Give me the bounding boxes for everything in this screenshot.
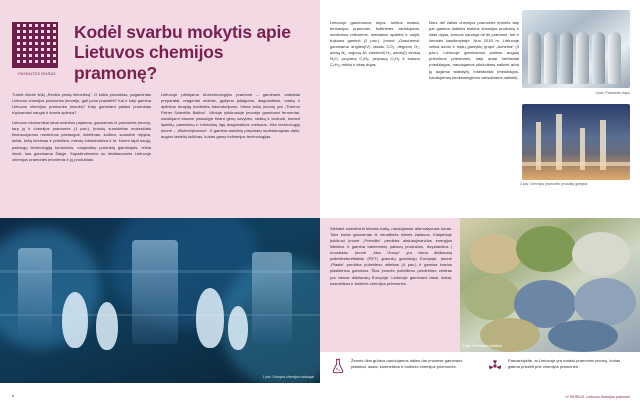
photo-tank bbox=[132, 240, 178, 344]
right-bottom-section bbox=[320, 352, 640, 405]
right-top-section bbox=[320, 0, 640, 218]
right-column-1 bbox=[330, 20, 420, 85]
figure-caption-2: 2 pav. Pramonės dujos bbox=[595, 91, 630, 95]
paragraph: Lietuvoje gaminamos dujos, skirtos maisto, fermacijos pramonei, buitinėms vartotojams, medicinos reikmėms, metalams apdirbti ir valyti, trąšoms gaminti (2 pav.). Įmonė „Gaschema“ gaminama anglies(IV) oksido CO₂, deguonį O₂, azotą N₂, argoną Ar, vandenilį H₂, azoto(I) oksidą N₂O, propaną C₃H₈, propaną C₃H₈ ir butano C₄H₁₀ mišinį ir kitas dujas. bbox=[330, 20, 420, 68]
right-mid-text bbox=[330, 226, 452, 291]
photo-worker bbox=[196, 288, 224, 348]
left-column-2 bbox=[161, 92, 300, 167]
fact-item bbox=[487, 358, 630, 374]
page-title: Kodėl svarbu mokytis apie Lietuvos chemijos pramonę? bbox=[74, 22, 291, 83]
qr-block bbox=[12, 22, 62, 77]
photo-tank bbox=[18, 248, 52, 338]
page-number-left: 6 bbox=[12, 393, 15, 398]
fact-text: Žemės ūkio grūdus naudojamos dalies dar įmonėse gaminami plastikai, dažai, kosmetikos ir buitinės chemijos priemonės. bbox=[351, 358, 463, 369]
paragraph: Turbūt žinote šūkį „Renkis prekę lietuvišką“. O kokis produktas, pagamintas Lietuvos chemijos pramonės įmonėje, gali jums prasidėti? Kai ir kaip gamina Lietuvos chemijos pramonės įmonės? Kaip gaminant paskui produktas rūpinamasi saugia ir švaria aplinka? bbox=[12, 92, 151, 116]
photo-worker bbox=[228, 306, 248, 350]
paragraph: Siekiant sušvelninti klimato kaitą, naudojamas alternatyvusis kuras. Toks kuras gaunamas iš nenaftinės kilmės žaliavos. Klaipėdoje įsikūrusi įmonė „Priestilis“ perdirba atsinaujinančius energijos išteklius ir gamina bahteminių paliavų produktus, išvystančius į nuosėdas. Įmonė „Neo Group“ yra viena didžiausių polietilentereftalato (PET) granulių gamintojų Europoje. Įmonė „Plasta“ perdirba polietileno atliekas (4 pav.) ir gamina tvarius plastikinius gaminius. Šios įmonės polietileno perdirbimo centras yra vienas didžiausių Europoje. Lietuvoje gaminami lakai, dažai, kosmetikos ir buitinės chemijos priemonės. bbox=[330, 226, 452, 286]
right-column-2 bbox=[429, 20, 519, 85]
qr-code-icon[interactable] bbox=[12, 22, 58, 68]
chemical-plant-photo bbox=[522, 104, 630, 180]
figure-caption-1: 1 pav. Gamyba chemijos katalogai bbox=[262, 375, 314, 379]
plastic-pellets-photo bbox=[460, 218, 640, 352]
gas-cylinders-photo bbox=[522, 10, 630, 88]
section-footer: IV SKIRIUS. Lietuvos chemijos pramonė bbox=[565, 395, 630, 399]
paragraph: Lietuvos ekonomikai labai svarbios pajamos, gaunamos iš pramonės įmonių, tarp jų ir chemijos pramonės (1 pav.). Įmonių sumokėtas mokesčiais finansuojamos medicinos paslaugos, švietimas, kultūra, socialinė rūpyba, keliai, kelių tiesimas ir priežiūra, miestų infrastruktūra ir kt. Norint tapti naują, pažangų technologiją kuriančios, naujoviškų produktų gaminojais, reikia žinoti, kas gaminama Šalyje. Supažindinsime su išsidiaunomis Lietuvoje chemijos pramonės įmonėmis ir jų produktais. bbox=[12, 120, 151, 162]
paragraph: Nors dėl žalias chemijos pramonės įmonės taip pat gamina didelius kiekius chemijos produktų ir kitas dujas, kuriuos naudoja ne tik pramonė, bet ir žmonės kasdienybėje. Nuo 2015 m. Lietuvoje veikia azoto ir trąšų gamyklų grupė „Achema“ (3 pav.). Lietuvoje gaminamos įvairios augalų priežiūros priemonės, kaip antai herbicidai (medžiagos, naudojamos piktžolėms naikinti arba jų augimui stabdyti), insekticidai (medžiagos, naudojamos kenksmingiems vabzdžiams naikinti). bbox=[429, 20, 519, 80]
photo-worker bbox=[62, 292, 88, 348]
paragraph: Lietuvoje plėtojama biotechnologijos pramonė – gaminami vaistiniai preparatai, reagentai moksle, gydymo įstaigoms, diagnostikos, vaistų ir aplinkos terapiją kontrolės laboratorijoms. Viena tokių įmonių yra „Thermo Fisher Scientific Baltics“. Vilniuje įsikūrusioje įmonėje gaminami fermentai, naudojami visame pasaulyje tiriant genų savybes, raišką ir izoliuoti, kuriant ląstelių, pavelsimų ir infekcinių ligų diagnostikos metodus. Kita technologijų įmonė – „Biotechpharma“. Ji gamina vaistinių preparatų sudedamąsias dalis, augino lastelių kultūras, kurias gamy indinerijos technologijas. bbox=[161, 92, 300, 140]
qr-caption: PASKAITOS ĮRAŠAS bbox=[18, 72, 56, 76]
fact-list bbox=[330, 358, 630, 374]
photo-tank bbox=[252, 252, 292, 344]
right-body-columns bbox=[330, 20, 520, 85]
hazard-icon bbox=[487, 358, 503, 374]
figure-caption-4: 4 pav. Perdirbami plastikai bbox=[462, 344, 502, 348]
lab-photo bbox=[0, 218, 320, 383]
fact-text: Pasvarstykite, ar Lietuvoje yra maisto pramonės įmonių, kurias galima priskirti prie chemijos pramonės. bbox=[508, 358, 621, 369]
left-column-1 bbox=[12, 92, 151, 167]
photo-worker bbox=[96, 302, 118, 350]
left-body-columns bbox=[12, 92, 308, 167]
figure-caption-3: 3 pav. Chemijos pramonės produktų gamyba bbox=[520, 182, 588, 186]
right-mid-section bbox=[320, 218, 640, 352]
fact-item bbox=[330, 358, 473, 374]
right-page bbox=[320, 0, 640, 405]
left-footer bbox=[0, 383, 320, 405]
flask-icon bbox=[330, 358, 346, 374]
